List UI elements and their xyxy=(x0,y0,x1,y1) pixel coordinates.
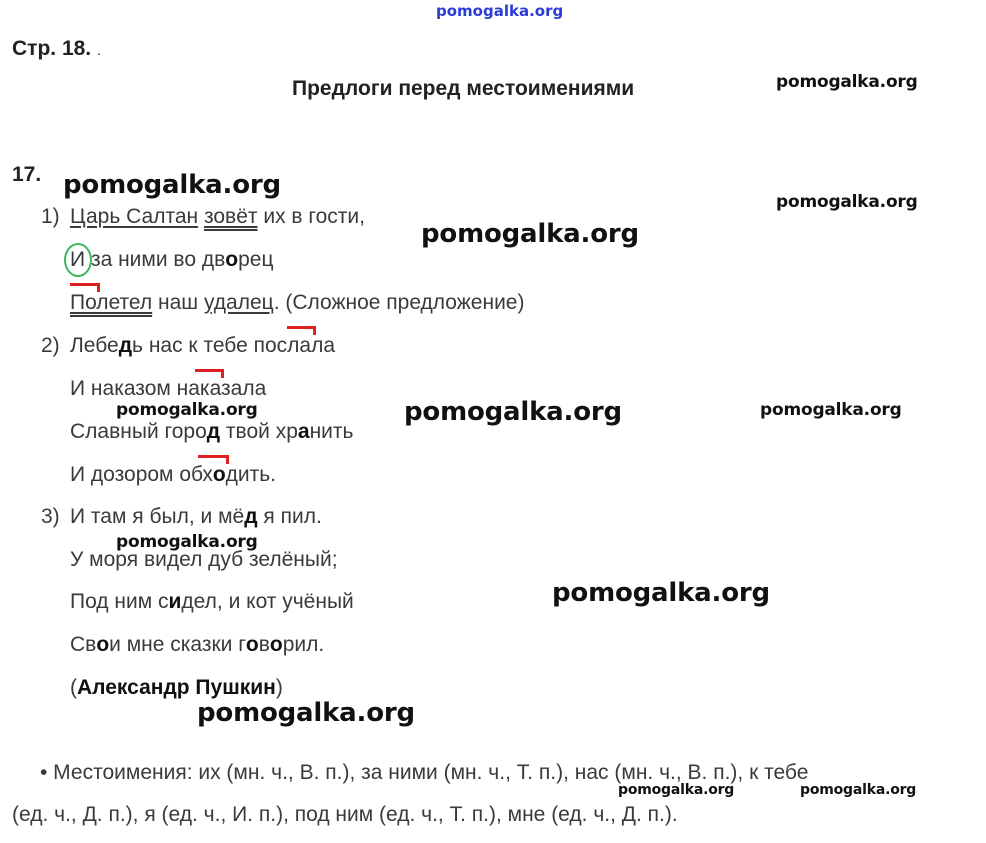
line-text: в xyxy=(258,633,270,656)
bold-letter: а xyxy=(297,420,310,443)
poem-line xyxy=(70,420,353,444)
double-underlined-word: зовёт xyxy=(203,205,258,228)
watermark: pomogalka.org xyxy=(760,400,902,420)
poem-line xyxy=(70,291,524,315)
poem-line xyxy=(70,248,273,272)
poem-line xyxy=(70,505,322,529)
underlined-word: Царь Салтан xyxy=(70,205,199,228)
line-text: . (Сложное предложение) xyxy=(273,291,525,314)
page-title: Предлоги перед местоимениями xyxy=(292,77,635,100)
page-ref-dot: . xyxy=(96,42,101,58)
line-text: И дозором обх xyxy=(70,463,213,486)
line-text: ) xyxy=(275,676,283,699)
line-text: И xyxy=(70,248,86,271)
bold-letter: о xyxy=(245,633,259,656)
bold-letter: и xyxy=(168,590,182,613)
line-text: дел, и кот учёный xyxy=(181,590,354,613)
poem-line: И наказом наказала xyxy=(70,377,267,400)
watermark: pomogalka.org xyxy=(776,72,918,92)
line-text: за ними во дв xyxy=(90,248,226,271)
line-text: я пил. xyxy=(257,505,322,528)
author-name: Александр Пушкин xyxy=(77,676,276,699)
watermark: pomogalka.org xyxy=(776,192,918,212)
poem-line xyxy=(70,334,335,358)
line-text: дить. xyxy=(225,463,277,486)
underlined-word: удалец xyxy=(203,291,274,314)
bold-letter: о xyxy=(225,248,239,271)
summary-line: • Местоимения: их (мн. ч., В. п.), за ними (мн. ч., Т. п.), нас (мн. ч., В. п.), к тебе xyxy=(40,761,809,784)
watermark: pomogalka.org xyxy=(404,397,622,427)
line-text: Лебе xyxy=(70,334,119,357)
watermark: pomogalka.org xyxy=(421,219,639,249)
line-text: ь нас к тебе послала xyxy=(132,334,336,357)
bold-letter: о xyxy=(269,633,283,656)
watermark: pomogalka.org xyxy=(63,170,281,200)
line-text: И там я был, и мё xyxy=(70,505,245,528)
page-ref-text: Стр. 18. xyxy=(12,37,92,60)
line-text: и мне сказки г xyxy=(109,633,246,656)
poem-line xyxy=(70,590,354,614)
line-text: Св xyxy=(70,633,97,656)
summary-line: (ед. ч., Д. п.), я (ед. ч., И. п.), под ним (ед. ч., Т. п.), мне (ед. ч., Д. п.). xyxy=(12,803,678,826)
line-text: нить xyxy=(309,420,354,443)
line-text: Под ним с xyxy=(70,590,169,613)
poem-line: У моря видел дуб зелёный; xyxy=(70,548,338,571)
line-text: Славный горо xyxy=(70,420,207,443)
stanza-number: 1) xyxy=(41,205,60,228)
poem-author xyxy=(70,676,283,700)
double-underlined-word: Полетел xyxy=(70,291,153,314)
line-text: их в гости, xyxy=(263,205,365,228)
stanza-number: 3) xyxy=(41,505,60,528)
bold-letter: д xyxy=(118,334,133,357)
line-text: рил. xyxy=(282,633,325,656)
watermark: pomogalka.org xyxy=(116,400,258,420)
bold-letter: д xyxy=(206,420,221,443)
stanza-number: 2) xyxy=(41,334,60,357)
line-text: твой хр xyxy=(220,420,298,443)
watermark-top: pomogalka.org xyxy=(436,2,564,20)
watermark: pomogalka.org xyxy=(197,698,415,728)
watermark: pomogalka.org xyxy=(618,782,735,798)
bold-letter: о xyxy=(96,633,110,656)
line-text: наш xyxy=(158,291,199,314)
poem-line xyxy=(70,633,324,657)
bold-letter: о xyxy=(212,463,226,486)
line-text: рец xyxy=(238,248,274,271)
line-text: ( xyxy=(70,676,77,699)
watermark: pomogalka.org xyxy=(116,532,258,552)
poem-line xyxy=(70,463,276,487)
watermark: pomogalka.org xyxy=(800,782,917,798)
page-reference xyxy=(12,37,101,61)
exercise-number: 17. xyxy=(12,163,42,186)
watermark: pomogalka.org xyxy=(552,578,770,608)
poem-line xyxy=(70,205,365,229)
bold-letter: д xyxy=(244,505,258,528)
